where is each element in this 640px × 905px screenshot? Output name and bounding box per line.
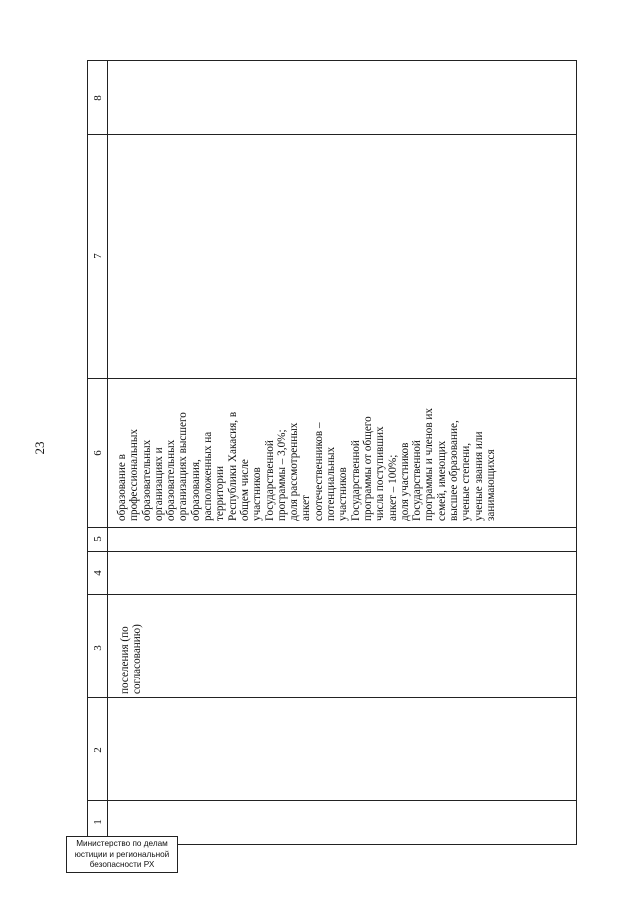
column-number-7: 7	[92, 253, 104, 259]
stamp-line-2: юстиции и региональной	[74, 849, 170, 859]
column-divider	[87, 527, 577, 528]
column-divider	[87, 378, 577, 379]
column-number-2: 2	[92, 747, 104, 753]
column-divider	[87, 551, 577, 552]
column-divider	[87, 697, 577, 698]
page-number: 23	[32, 441, 47, 455]
column-number-3: 3	[92, 645, 104, 651]
column-divider	[87, 134, 577, 135]
cell-column-6: образование в профессиональных образовательных организациях и образовательных организациях высшего образования, расположенных на территории Республики Хакасия, в общем числе участников Государственной программы – 3,0%; доля рассмотренных анкет соотечественников – потенциальных участников Государственной программы от общего числа поступивших анкет – 100%; доля участников Государственной программы и членов их семей, имеющих высшее образование, ученые степени, ученые звания или занимающихся	[116, 408, 497, 521]
ministry-stamp	[66, 836, 178, 873]
column-number-4: 4	[92, 570, 104, 576]
column-divider	[87, 594, 577, 595]
cell-column-3: поселения (по согласованию)	[119, 624, 144, 694]
stamp-line-3: безопасности РХ	[89, 860, 155, 869]
column-number-1: 1	[92, 819, 104, 825]
column-divider	[87, 800, 577, 801]
stamp-line-1: Министерство по делам	[76, 839, 168, 848]
column-number-8: 8	[92, 95, 104, 101]
column-number-6: 6	[92, 450, 104, 456]
column-number-5: 5	[92, 536, 104, 542]
